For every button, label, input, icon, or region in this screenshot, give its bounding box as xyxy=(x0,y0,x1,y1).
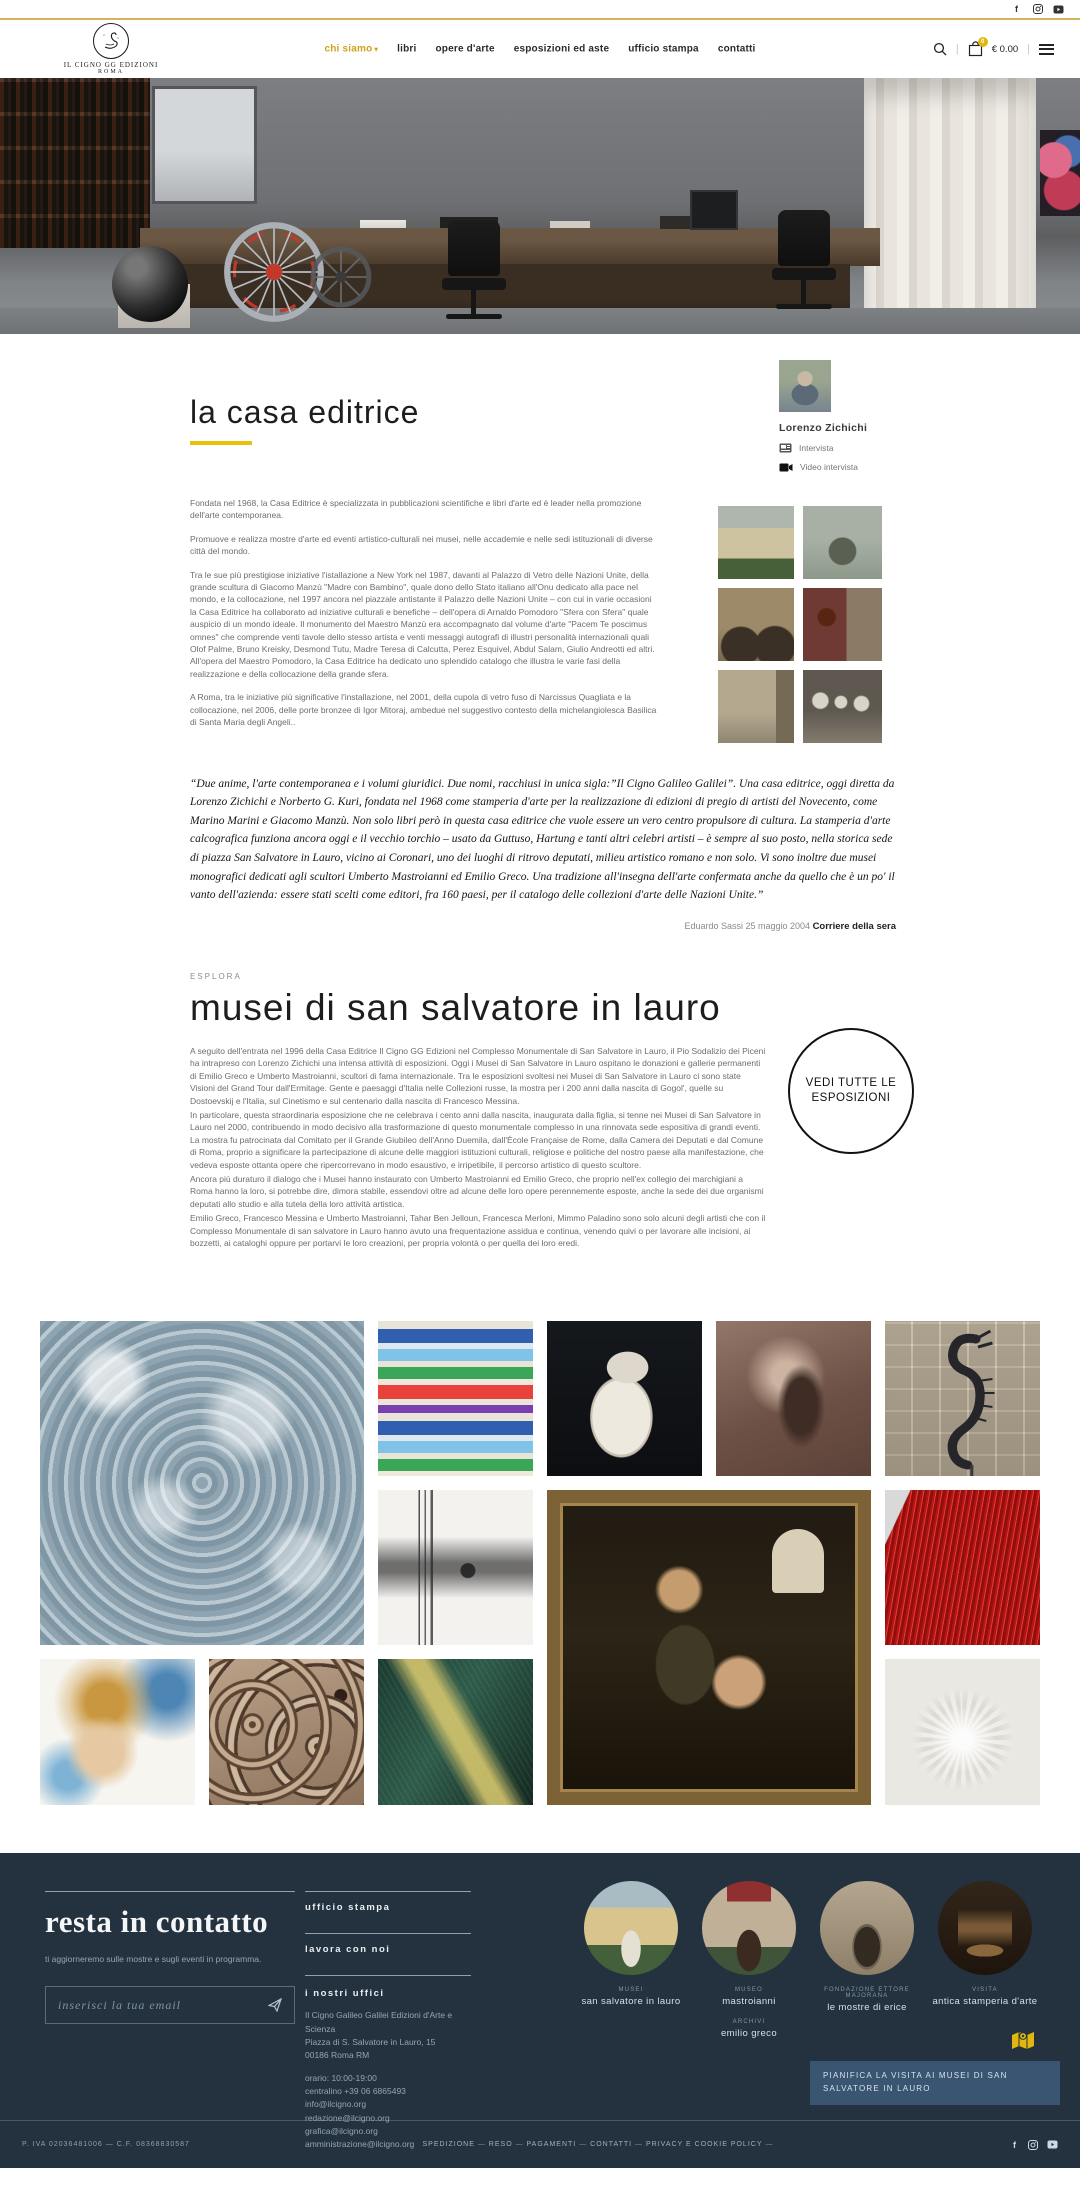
newsletter-title: resta in contatto xyxy=(45,1904,269,1940)
divider: | xyxy=(955,43,959,55)
interview-link[interactable] xyxy=(779,443,909,453)
cart-count-badge: 0 xyxy=(978,37,988,47)
profile-name: Lorenzo Zichichi xyxy=(779,422,868,434)
top-social-bar xyxy=(0,0,1080,18)
hero-photo-office xyxy=(0,78,1080,334)
thumb-room-interior[interactable] xyxy=(718,670,794,743)
link-reso[interactable]: RESO — xyxy=(489,2141,527,2148)
instagram-icon[interactable] xyxy=(1032,4,1043,15)
logo-title: IL CIGNO GG EDIZIONI xyxy=(63,61,159,69)
paragraph: A seguito dell'entrata nel 1996 della Casa Editrice Il Cigno GG Edizioni nel Complesso Monumentale di San Salvatore in Lauro, il Pio Sodalizio dei Piceni ha intrapreso con Lorenzo Zichichi una intensa attività di esposizioni. Oggi i Musei di San Salvatore in Lauro ospitano le donazioni e gallerie permanenti di Emilio Greco e Umberto Mastroianni, scultori di fama internazionale. Tra le esposizioni svoltesi nei Musei di San Salvatore in Lauro ci sono state Visioni del Grand Tour dall'Ermitage. Gente e paesaggi d'Italia nelle Collezioni russe, la mostra per i 200 anni dalla nascita di Gogol', quelle su Dostoevskij e l'Italia, sul Cinetismo e sul centenario dalla nascita di Francesco Messina. xyxy=(190,1045,766,1106)
paragraph: A Roma, tra le iniziative più significative l'installazione, nel 2001, della cupola di vetro fuso di Narcissus Quagliata e la collocazione, nel 2006, delle porte bronzee di Igor Mitoraj, ambedue nel suggestivo contesto della michelangiolesca Basilica di Santa Maria degli Angeli.. xyxy=(190,692,657,728)
gallery-embossed-relief[interactable] xyxy=(885,1659,1040,1805)
thumb-cloister[interactable] xyxy=(718,588,794,661)
main-nav xyxy=(324,44,755,55)
card-san-salvatore[interactable]: MUSEI san salvatore in lauro xyxy=(578,1881,684,2039)
facebook-icon[interactable]: f xyxy=(1015,4,1018,14)
newsletter-form xyxy=(45,1986,295,2024)
paragraph: Ancora più duraturo il dialogo che i Musei hanno instaurato con Umberto Mastroianni ed Emilio Greco, che proprio nell'ex collegio dei marchigiani a Roma hanno la loro, si potrebbe dire, dimora stabile, essendovi oltre ad alcune delle loro opere perennemente esposte, anche la sede dei due organismi deputati allo studio e alla tutela della loro attività artistica. xyxy=(190,1173,764,1209)
send-icon[interactable] xyxy=(268,1998,282,2012)
paragraph: Emilio Greco, Francesco Messina e Umberto Mastroianni, Tahar Ben Jelloun, Francesca Merloni, Mimmo Paladino sono solo alcuni degli artisti che con il Complesso Monumentale di san salvatore in Lauro hanno avuto una frequentazione assidua e continua, venendo quivi o per lavorare alle incisioni, ai bozzetti, ai cataloghi oppure per portarvi le loro creazioni, per propria volontà o per quella dei loro eredi. xyxy=(190,1213,766,1248)
card-photo-courtyard xyxy=(584,1881,678,1975)
legal-text: P. IVA 02036481006 — C.F. 08368830587 xyxy=(22,2141,190,2149)
thumb-courtyard-facade[interactable] xyxy=(718,506,794,579)
video-icon xyxy=(779,463,793,472)
office-chair xyxy=(760,210,850,320)
section-musei xyxy=(0,932,1080,1250)
section-eyebrow: ESPLORA xyxy=(190,971,242,981)
gallery-wave-pattern[interactable] xyxy=(378,1321,533,1476)
facebook-icon[interactable]: f xyxy=(1012,2139,1016,2150)
quote-attribution xyxy=(190,921,896,932)
footer-cards xyxy=(578,1881,1038,2039)
offices-contacts: orario: 10:00-19:00 centralino +39 06 6865493 info@ilcigno.org redazione@ilcigno.org grafica@ilcigno.org amministrazione@ilcigno.org xyxy=(305,2073,415,2149)
header-controls xyxy=(933,41,1054,57)
search-icon[interactable] xyxy=(933,42,947,56)
paragraph: In particolare, questa straordinaria esposizione che ne celebrava i cento anni dalla nascita, inaugurata dalla figlia, si tenne nei Musei di San Salvatore in Lauro nel 2000, contribuendo in modo decisivo alla trasformazione di questo monumentale complesso in una rinnovata sede espositiva di grandi eventi. La mostra fu patrocinata dal Comitato per il Grande Giubileo dell'Anno Duemila, dall'École Française de Rome, dalla Camera dei Deputati e dal Comune di Roma, proprio a significare la partecipazione di alcune delle maggiori istituzioni culturali, religiose e politiche del nostro paese alla manifestazione, che vedeva esposte ottanta opere che ripercorrevano in modo esaustivo, e irripetibile, il percorso artistico di questo scultore. xyxy=(190,1109,764,1170)
nav-libri[interactable]: libri xyxy=(397,43,417,55)
logo-subtitle: ROMA xyxy=(97,69,124,75)
card-photo-printing-press xyxy=(938,1881,1032,1975)
quote-author: Eduardo Sassi 25 maggio 2004 xyxy=(684,920,811,931)
thumb-sculpture-busts[interactable] xyxy=(803,670,882,743)
link-pagamenti[interactable]: PAGAMENTI — xyxy=(527,2141,591,2148)
instagram-icon[interactable] xyxy=(1028,2139,1039,2150)
section-casa-editrice xyxy=(0,334,1080,729)
map-icon xyxy=(1010,2027,1036,2053)
site-header xyxy=(0,20,1080,78)
thumb-fountain[interactable] xyxy=(803,506,882,579)
quote-text: “Due anime, l'arte contemporanea e i volumi giuridici. Due nomi, racchiusi in unica sigla:”Il Cigno Galileo Galilei”. Una casa editrice, oggi diretta da Lorenzo Zichichi e Norberto G. Kuri, fondata nel 1968 come stamperia d'arte per la realizzazione di edizioni di pregio di artisti del Novecento, come Marino Marini e Giacomo Manzù. Non solo libri però in questa casa editrice che vuole essere un vero centro propulsore di cultura. La stamperia d'arte calcografica funziona ancora oggi e il vecchio torchio – usato da Guttuso, Hartung e tanti altri celebri artisti – è sempre al suo posto, nella storica sede di piazza San Salvatore in Lauro, vicino ai Coronari, uno dei luoghi di ritrovo deputati, milieu artistico romano e non solo. Vi sono inoltre due musei monografici dedicati agli scultori Umberto Mastroianni ed Emilio Greco. Una tradizione all'insegna dell'arte confermata anche da quello che è un po' il vanto dell'azienda: essere stati scelti come editori, fra 160 paesi, per il catalogo delle collezioni d'arte delle Nazioni Unite.” xyxy=(190,777,895,902)
footer-link-lavora-con-noi[interactable]: lavora con noi xyxy=(305,1933,471,1975)
cart-icon[interactable] xyxy=(968,41,983,57)
chevron-down-icon: ▾ xyxy=(374,46,379,54)
bookshelf xyxy=(0,78,150,248)
plan-visit-block xyxy=(810,2061,1060,2105)
page-title: la casa editrice xyxy=(190,394,420,430)
gallery-red-threads[interactable] xyxy=(885,1490,1040,1645)
gallery-seahorse-sculpture[interactable] xyxy=(885,1321,1040,1476)
divider: | xyxy=(1027,43,1030,55)
logo[interactable] xyxy=(56,23,166,75)
profile-card xyxy=(779,360,909,472)
footer-link-ufficio-stampa[interactable]: ufficio stampa xyxy=(305,1891,471,1933)
gallery-mechanical-collage[interactable] xyxy=(209,1659,364,1805)
card-mastroianni-greco[interactable]: MUSEO mastroianni ARCHIVI emilio greco xyxy=(696,1881,802,2039)
footer-links-column xyxy=(305,1891,471,2151)
gallery-water-texture[interactable] xyxy=(40,1321,364,1645)
casa-text xyxy=(190,497,660,729)
press-icon xyxy=(779,443,792,453)
link-spedizione[interactable]: SPEDIZIONE — xyxy=(423,2141,489,2148)
nav-ufficio-stampa[interactable]: ufficio stampa xyxy=(628,43,699,55)
video-interview-link[interactable] xyxy=(779,462,909,472)
interview-label: Intervista xyxy=(799,443,834,453)
cart-total: € 0.00 xyxy=(991,43,1019,55)
youtube-icon[interactable] xyxy=(1053,4,1064,15)
press-quote xyxy=(190,775,896,932)
gallery-abstract-etching[interactable] xyxy=(378,1490,533,1645)
gallery-crouching-boy-sculpture[interactable] xyxy=(547,1321,702,1476)
office-chair xyxy=(430,220,520,330)
video-interview-label: Video intervista xyxy=(800,462,858,472)
black-sphere-sculpture xyxy=(112,246,188,322)
monitor xyxy=(690,190,738,230)
gallery-watercolor-portrait[interactable] xyxy=(40,1659,195,1805)
swan-logo-icon xyxy=(93,23,129,59)
artwork-gallery xyxy=(40,1321,1040,1805)
gallery-madonna-painting[interactable] xyxy=(547,1490,871,1805)
musei-text xyxy=(190,1045,766,1250)
footer-bottom-bar xyxy=(0,2120,1080,2168)
card-mostre-di-erice[interactable]: FONDAZIONE ETTORE MAJORANA le mostre di erice xyxy=(814,1881,920,2039)
offices-address: Il Cigno Galileo Galilei Edizioni d'Arte e Scienza Piazza di S. Salvatore in Lauro, 15 00186 Roma RM xyxy=(305,2010,453,2060)
title-underline xyxy=(190,441,252,445)
footer xyxy=(0,1853,1080,2168)
youtube-icon[interactable] xyxy=(1047,2139,1058,2150)
link-privacy-cookie-policy[interactable]: PRIVACY E COOKIE POLICY — xyxy=(646,2141,776,2148)
white-curtain xyxy=(864,78,1036,312)
paragraph: Promuove e realizza mostre d'arte ed eventi artistico-culturali nei musei, nelle accademie e nelle sedi istituzionali di diverse città del mondo. xyxy=(190,533,653,557)
link-contatti[interactable]: CONTATTI — xyxy=(590,2141,646,2148)
newsletter-subtitle: ti aggiorneremo sulle mostre e sugli eventi in programma. xyxy=(45,1954,262,1965)
section-title: musei di san salvatore in lauro xyxy=(190,986,721,1028)
nav-chi-siamo[interactable]: chi siamo ▾ xyxy=(324,43,379,55)
card-photo-stone-portal xyxy=(820,1881,914,1975)
vedi-esposizioni-button[interactable]: VEDI TUTTE LE ESPOSIZIONI xyxy=(788,1028,914,1154)
nav-contatti[interactable]: contatti xyxy=(717,43,756,55)
menu-icon[interactable] xyxy=(1039,41,1054,57)
offices-title: i nostri uffici xyxy=(305,1975,471,1999)
thumb-gallery-interior[interactable] xyxy=(803,588,882,661)
card-antica-stamperia[interactable]: VISITA antica stamperia d'arte xyxy=(932,1881,1038,2039)
newsletter-email-input[interactable] xyxy=(58,1998,260,2013)
casa-photo-grid xyxy=(718,506,881,743)
nav-esposizioni[interactable]: esposizioni ed aste xyxy=(513,43,610,55)
paragraph: Tra le sue più prestigiose iniziative l'istallazione a New York nel 1987, davanti al Palazzo di Vetro delle Nazioni Unite, della grande scultura di Giacomo Manzù "Madre con Bambino", quale dono dello Stato italiano all'Onu dedicato alla pace nel mondo, e la collocazione, nel 1997 ancora nel piazzale antistante il Palazzo delle Nazioni Unite – con cui in varie occasioni la Casa Editrice ha collaborato ad iniziative culturali e benefiche – dell'opera di Arnaldo Pomodoro "Sfera con Sfera" quale auspicio di un mondo ideale. Il monumento del Maestro Manzù era accompagnato dal volume d'arte "Pacem Te poscimus omnes" che comprende venti tavole dello stesso artista e venti messaggi autografi di illustri personalità internazionali quali Olof Palme, Bruno Kreisky, Desmond Tutu, Madre Teresa di Calcutta, Perez Esquivel, Abdul Salam, Giulio Andreotti ed altri. All'opera del Maestro Pomodoro, la Casa Editrice ha dedicato uno splendido catalogo che illustra le varie fasi della realizzazione e della collocazione della grande sfera. xyxy=(190,569,655,679)
footer-bottom-links xyxy=(423,2141,777,2148)
footer-social xyxy=(1009,2139,1058,2150)
profile-photo-lorenzo-zichichi[interactable] xyxy=(779,360,831,412)
artwork-right-edge xyxy=(1040,130,1080,216)
gallery-green-feather[interactable] xyxy=(378,1659,533,1805)
card-photo-museum-door xyxy=(702,1881,796,1975)
newsletter-block xyxy=(45,1891,295,2024)
nav-opere-darte[interactable]: opere d'arte xyxy=(435,43,495,55)
gallery-sepia-painting[interactable] xyxy=(716,1321,871,1476)
window-light xyxy=(152,86,257,204)
wheel-sculpture-small xyxy=(310,246,372,308)
paragraph: Fondata nel 1968, la Casa Editrice è specializzata in pubblicazioni scientifiche e libri d'arte ed è leader nella promozione dell'arte contemporanea. xyxy=(190,498,642,521)
plan-visit-button[interactable]: PIANIFICA LA VISITA AI MUSEI DI SAN SALVATORE IN LAURO xyxy=(810,2061,1060,2105)
quote-source: Corriere della sera xyxy=(812,920,896,932)
